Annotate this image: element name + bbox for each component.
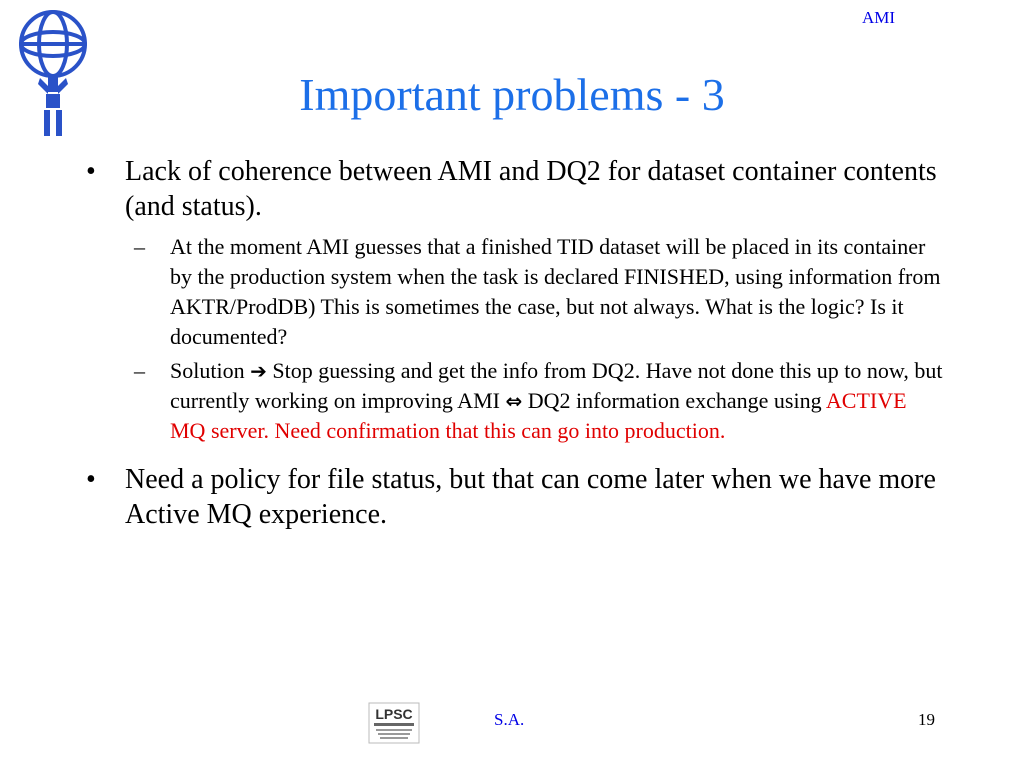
bullet-text: Lack of coherence between AMI and DQ2 for dataset container contents (and status). <box>125 156 937 222</box>
arrow-right-icon: ➔ <box>250 359 267 383</box>
sub-bullet-text: At the moment AMI guesses that a finished TID dataset will be placed in its container by the production system when the task is declared FINISHED, using information from AKTR/ProdDB) This is sometimes the case, but not always. What is the logic? Is it documented? <box>170 234 941 349</box>
bullet-item <box>86 462 946 532</box>
footer-author: S.A. <box>494 710 525 729</box>
svg-text:LPSC: LPSC <box>375 706 413 722</box>
arrow-both-icon: ⇔ <box>505 389 523 413</box>
sub-bullet-marker: – <box>134 358 145 383</box>
sub-bullet-item <box>86 356 946 446</box>
slide-content <box>86 154 946 540</box>
sub-bullet-marker: – <box>134 234 145 259</box>
sub-bullet-text-solution: Solution <box>170 358 245 383</box>
highlight-text: ACTIVE MQ server. Need confirmation that this can go into production. <box>170 388 907 443</box>
bullet-marker: • <box>86 464 96 495</box>
sub-bullet-item <box>86 232 946 352</box>
bullet-text: Need a policy for file status, but that can come later when we have more Active MQ experience. <box>125 464 936 530</box>
lpsc-grenoble-logo-icon <box>368 702 420 744</box>
sub-bullet-text-part3: DQ2 information exchange using <box>522 388 826 413</box>
slide-title: Important problems - 3 <box>299 69 725 120</box>
page-number: 19 <box>918 710 935 729</box>
header-ami-tag: AMI <box>862 8 896 27</box>
bullet-item <box>86 154 946 224</box>
sub-bullet-text-part2: Stop guessing and get the info from DQ2. Have not done this up to now, but currently working on improving AMI <box>170 358 943 413</box>
bullet-marker: • <box>86 156 96 187</box>
